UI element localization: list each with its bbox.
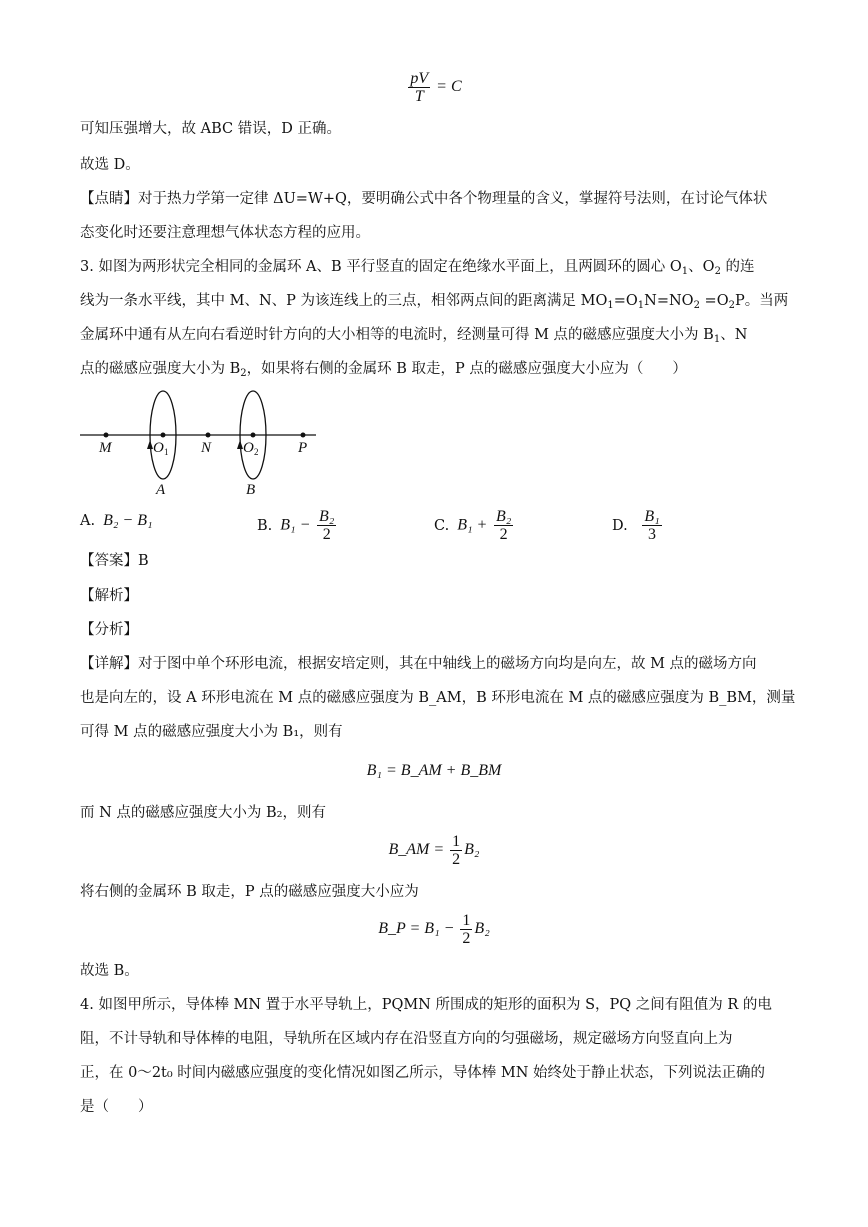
q3-line-2: 线为一条水平线，其中 M、N、P 为该连线上的三点，相邻两点间的距离满足 $MO_1=O_1N=NO_2 =O_2P$。当两	[80, 293, 789, 311]
q4-line-2: 阻，不计导轨和导体棒的电阻，导轨所在区域内存在沿竖直方向的匀强磁场，规定磁场方向竖直向上为	[80, 1031, 733, 1047]
label-o1-sub: 1	[164, 447, 169, 457]
analysis-heading: 【解析】	[80, 588, 138, 604]
detail-line-5: 将右侧的金属环 B 取走，P 点的磁感应强度大小应为	[80, 884, 419, 900]
detail-line-3: 可得 M 点的磁感应强度大小为 B₁，则有	[80, 724, 343, 740]
q4-line-3: 正，在 0～2t₀ 时间内磁感应强度的变化情况如图乙所示，导体棒 MN 始终处于静止状态，下列说法正确的	[80, 1065, 766, 1081]
point-p	[301, 433, 306, 438]
q3-line-3: 金属环中通有从左向右看逆时针方向的大小相等的电流时，经测量可得 M 点的磁感应强度大小为 $B_1$、N	[80, 327, 748, 345]
q4-line-4: 是（ ）	[80, 1099, 153, 1115]
choice-line: 故选 D。	[80, 157, 140, 173]
equation-1: B₁ = B_AM + B_BM	[366, 762, 502, 779]
point-o1	[161, 433, 166, 438]
point-m	[104, 433, 109, 438]
detail-line-6: 故选 B。	[80, 963, 139, 979]
conclusion-line: 可知压强增大，故 ABC 错误，D 正确。	[80, 121, 341, 137]
fenxi-heading: 【分析】	[80, 622, 138, 638]
option-b[interactable]: B. B₁ − $\frac{\text{B₂}}{2}$	[257, 508, 335, 543]
option-c[interactable]: C. B₁ + $\frac{\text{B₂}}{2}$	[434, 508, 512, 543]
formula-numerator: pV	[410, 70, 429, 87]
answer-line: 【答案】B	[80, 553, 149, 569]
top-formula	[0, 70, 868, 105]
comment-line-1: 【点睛】对于热力学第一定律 ΔU=W+Q，要明确公式中各个物理量的含义，掌握符号法则，在讨论气体状	[80, 191, 768, 207]
label-b: B	[246, 482, 256, 498]
formula-denominator: T	[414, 88, 424, 105]
formula-rhs: = C	[436, 78, 462, 96]
equation-3: B_P = B₁ − $\frac{1}{2}$ B₂	[378, 912, 490, 947]
detail-line-4: 而 N 点的磁感应强度大小为 B₂，则有	[80, 805, 326, 821]
equation-2: B_AM = $\frac{1}{2}$ B₂	[388, 833, 480, 868]
label-o2-sub: 2	[254, 447, 259, 457]
label-m: M	[99, 440, 112, 456]
option-a[interactable]: A. B₂ − B₁	[80, 512, 153, 529]
point-o2	[251, 433, 256, 438]
q4-line-1: 4. 如图甲所示，导体棒 MN 置于水平导轨上，PQMN 所围成的矩形的面积为 S，PQ 之间有阻值为 R 的电	[80, 997, 772, 1013]
detail-line-1: 【详解】对于图中单个环形电流，根据安培定则，其在中轴线上的磁场方向均是向左，故 M 点的磁场方向	[80, 656, 757, 672]
detail-line-2: 也是向左的，设 A 环形电流在 M 点的磁感应强度为 B_AM，B 环形电流在 M 点的磁感应强度为 B_BM，测量	[80, 690, 796, 706]
comment-line-2: 态变化时还要注意理想气体状态方程的应用。	[80, 225, 370, 241]
label-o2: O	[243, 440, 254, 456]
label-o1: O	[153, 440, 164, 456]
point-n	[206, 433, 211, 438]
label-p: P	[298, 440, 308, 456]
rings-diagram	[78, 385, 328, 500]
label-a: A	[156, 482, 166, 498]
option-d[interactable]: D. $\frac{\text{B₁}}{3}$	[612, 508, 660, 543]
q3-line-1: 3. 如图为两形状完全相同的金属环 A、B 平行竖直的固定在绝缘水平面上，且两圆环的圆心 $O_1$、$O_2$ 的连	[80, 259, 755, 277]
label-n: N	[201, 440, 212, 456]
q3-line-4: 点的磁感应强度大小为 $B_2$，如果将右侧的金属环 B 取走，P 点的磁感应强度大小应为（ ）	[80, 361, 687, 379]
